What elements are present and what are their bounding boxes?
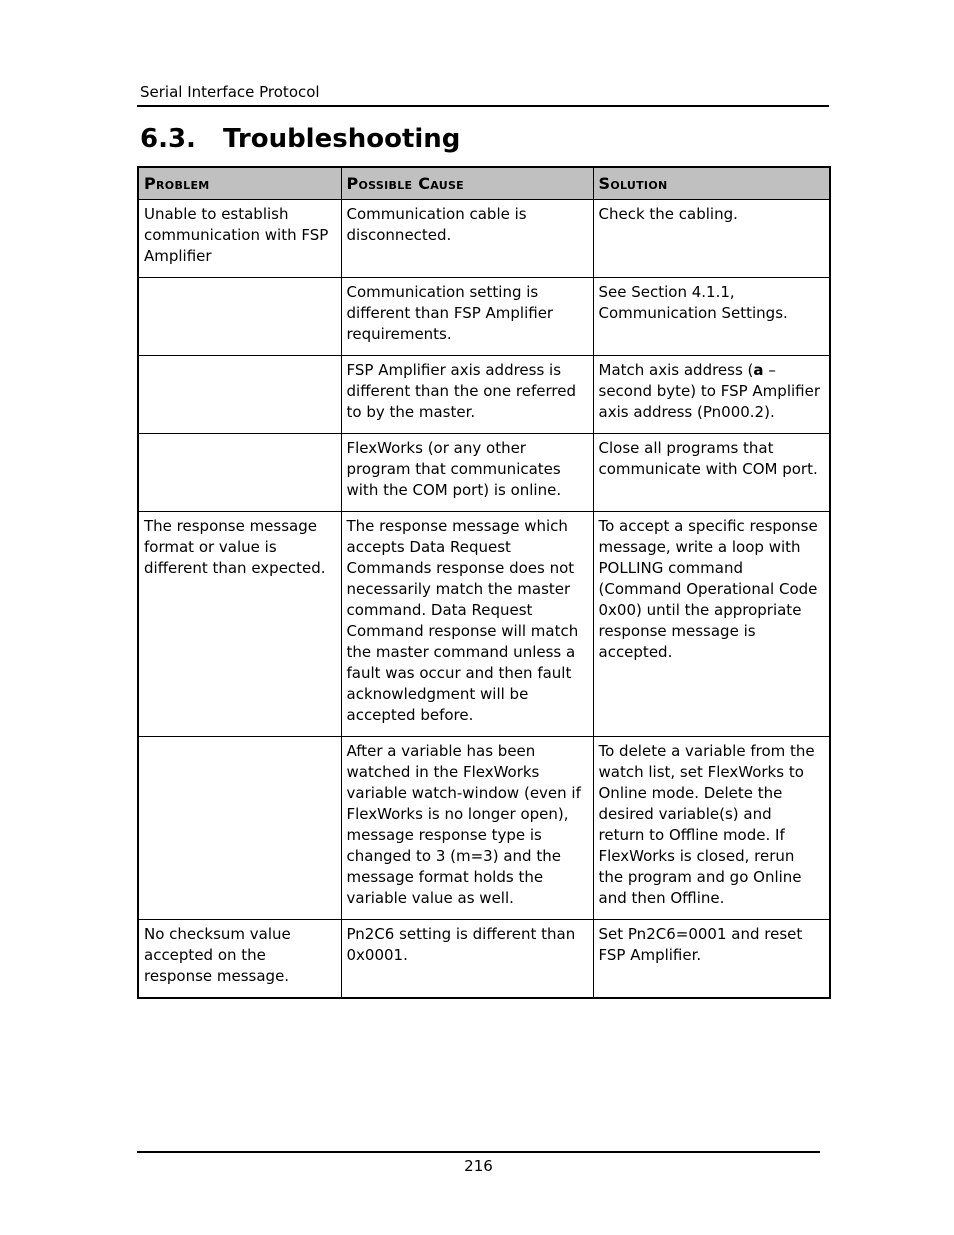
document-page — [137, 84, 829, 999]
cell-cause: Communication setting is different than FSP Amplifier requirements. — [341, 278, 593, 356]
running-header: Serial Interface Protocol — [137, 84, 829, 107]
cell-cause: FlexWorks (or any other program that communicates with the COM port) is online. — [341, 434, 593, 512]
section-number: 6.3. — [140, 124, 196, 154]
section-title-text: Troubleshooting — [223, 124, 461, 154]
cell-solution: Close all programs that communicate with COM port. — [593, 434, 830, 512]
cell-problem — [138, 737, 341, 920]
cell-cause: Communication cable is disconnected. — [341, 200, 593, 278]
column-header-solution: Solution — [593, 167, 830, 200]
column-header-problem: Problem — [138, 167, 341, 200]
table-row — [138, 356, 830, 434]
cell-cause: FSP Amplifier axis address is different than the one referred to by the master. — [341, 356, 593, 434]
table-row — [138, 512, 830, 737]
cell-solution: Match axis address (a – second byte) to FSP Amplifier axis address (Pn000.2). — [593, 356, 830, 434]
cell-problem — [138, 356, 341, 434]
cell-solution: See Section 4.1.1, Communication Settings. — [593, 278, 830, 356]
table-row — [138, 920, 830, 999]
cell-problem — [138, 278, 341, 356]
cell-solution: Set Pn2C6=0001 and reset FSP Amplifier. — [593, 920, 830, 999]
cell-problem: The response message format or value is different than expected. — [138, 512, 341, 737]
column-header-possible-cause: Possible Cause — [341, 167, 593, 200]
page-footer — [137, 1151, 820, 1175]
cell-problem — [138, 434, 341, 512]
table-row — [138, 200, 830, 278]
cell-cause: The response message which accepts Data Request Commands response does not necessarily match the master command. Data Request Command response will match the master command unless a fault was occur and then fault acknowledgment will be accepted before. — [341, 512, 593, 737]
cell-cause: Pn2C6 setting is different than 0x0001. — [341, 920, 593, 999]
table-body — [138, 200, 830, 999]
table-row — [138, 278, 830, 356]
table-row — [138, 737, 830, 920]
page-number: 216 — [464, 1157, 493, 1175]
cell-cause: After a variable has been watched in the FlexWorks variable watch-window (even if FlexWorks is no longer open), message response type is changed to 3 (m=3) and the message format holds the variable value as well. — [341, 737, 593, 920]
troubleshooting-table — [137, 166, 831, 999]
table-header-row — [138, 167, 830, 200]
cell-solution: To delete a variable from the watch list, set FlexWorks to Online mode. Delete the desired variable(s) and return to Offline mode. If FlexWorks is closed, rerun the program and go Online and then Offline. — [593, 737, 830, 920]
cell-solution: Check the cabling. — [593, 200, 830, 278]
cell-problem: No checksum value accepted on the response message. — [138, 920, 341, 999]
cell-solution: To accept a specific response message, write a loop with POLLING command (Command Operational Code 0x00) until the appropriate response message is accepted. — [593, 512, 830, 737]
cell-problem: Unable to establish communication with FSP Amplifier — [138, 200, 341, 278]
page-title — [140, 124, 829, 155]
table-row — [138, 434, 830, 512]
